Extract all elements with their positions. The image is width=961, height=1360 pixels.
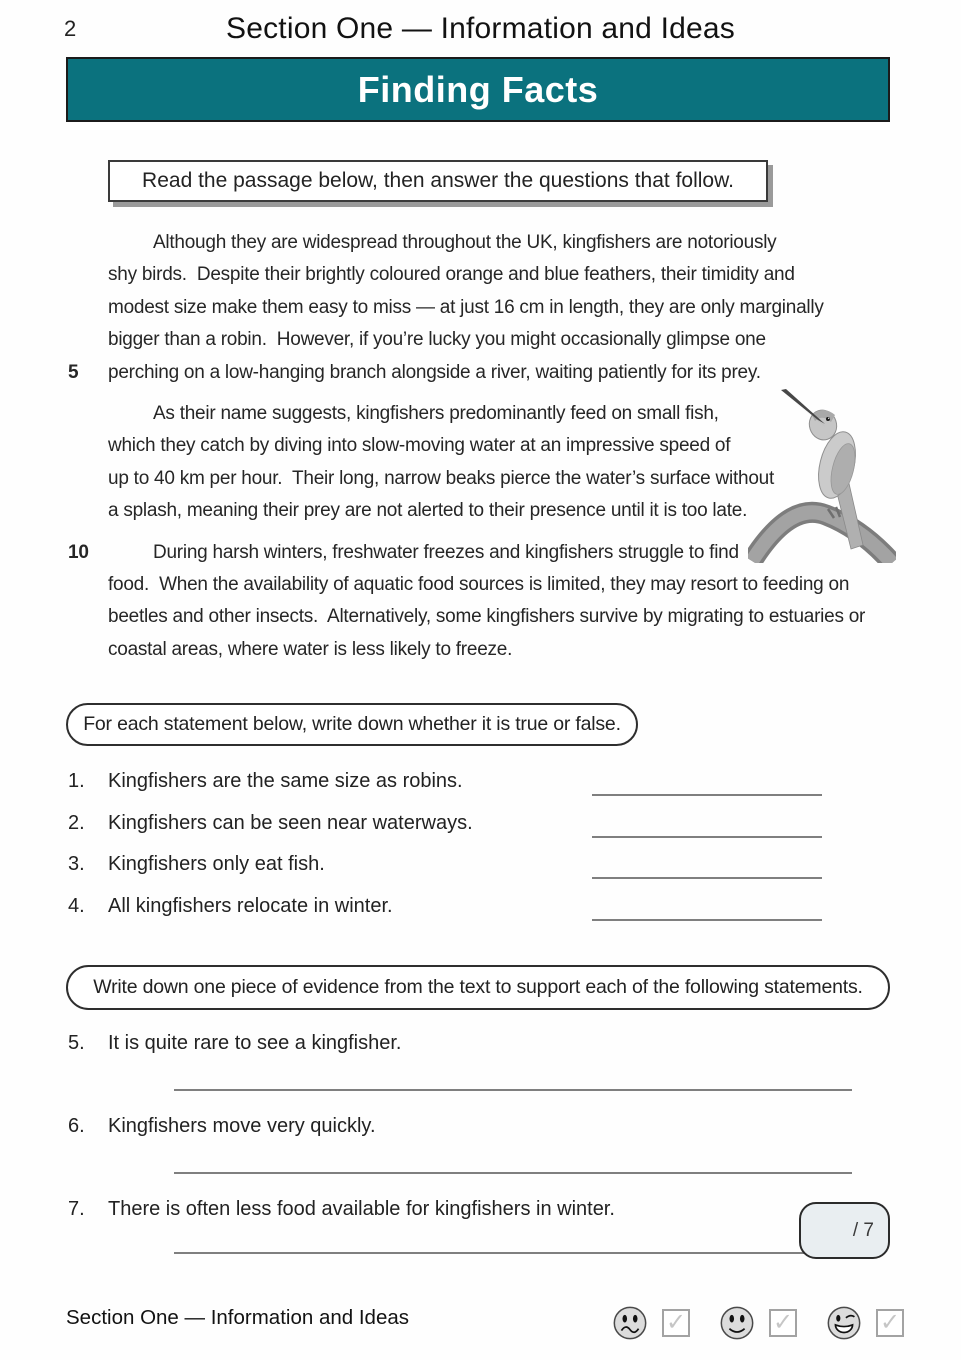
happy-checkbox[interactable]	[876, 1309, 904, 1337]
question-text: Kingfishers are the same size as robins.	[108, 770, 463, 792]
question-number: 6.	[68, 1115, 85, 1137]
self-assessment-sad	[611, 1304, 690, 1342]
passage-line: up to 40 km per hour. Their long, narrow beaks pierce the water’s surface without	[108, 467, 774, 489]
question-row-1	[66, 770, 880, 798]
score-label: / 7	[852, 1219, 874, 1241]
question-row-6	[66, 1115, 880, 1143]
passage-line: modest size make them easy to miss — at just 16 cm in length, they are only marginally	[108, 296, 824, 318]
kingfisher-illustration	[748, 389, 896, 563]
line-number-marker: 10	[68, 541, 89, 563]
answer-line[interactable]	[592, 895, 822, 921]
question-text: It is quite rare to see a kingfisher.	[108, 1032, 402, 1054]
lesson-title: Finding Facts	[357, 68, 599, 110]
happy-face-icon	[825, 1304, 863, 1342]
score-box[interactable]	[799, 1202, 890, 1259]
read-passage-instruction-text: Read the passage below, then answer the questions that follow.	[142, 169, 734, 192]
check-icon: ✓	[772, 1309, 794, 1336]
evidence-instruction-text: Write down one piece of evidence from the text to support each of the following statements.	[93, 976, 863, 998]
neutral-checkbox[interactable]	[769, 1309, 797, 1337]
passage-line: coastal areas, where water is less likely to freeze.	[108, 638, 513, 660]
question-text: All kingfishers relocate in winter.	[108, 895, 393, 917]
question-text: Kingfishers move very quickly.	[108, 1115, 376, 1137]
neutral-face-icon	[718, 1304, 756, 1342]
passage-line: bigger than a robin. However, if you’re lucky you might occasionally glimpse one	[108, 329, 766, 351]
self-assessment-neutral	[718, 1304, 797, 1342]
question-number: 5.	[68, 1032, 85, 1054]
check-icon: ✓	[665, 1309, 687, 1336]
line-number-marker: 5	[68, 361, 79, 383]
self-assessment-happy	[825, 1304, 904, 1342]
question-text: Kingfishers only eat fish.	[108, 853, 325, 875]
evidence-instruction-box	[66, 965, 890, 1010]
question-row-3	[66, 853, 880, 881]
answer-line[interactable]	[592, 770, 822, 796]
question-row-2	[66, 812, 880, 840]
question-number: 4.	[68, 895, 85, 917]
question-number: 3.	[68, 853, 85, 875]
section-header-title: Section One — Information and Ideas	[226, 12, 735, 45]
check-icon: ✓	[879, 1309, 901, 1336]
evidence-answer-line[interactable]	[174, 1172, 852, 1174]
question-number: 7.	[68, 1198, 85, 1220]
evidence-answer-line[interactable]	[174, 1089, 852, 1091]
question-text: Kingfishers can be seen near waterways.	[108, 812, 473, 834]
lesson-banner	[66, 57, 890, 122]
passage-line: shy birds. Despite their brightly coloured orange and blue feathers, their timidity and	[108, 264, 795, 286]
question-number: 1.	[68, 770, 85, 792]
evidence-answer-line[interactable]	[174, 1252, 852, 1254]
sad-checkbox[interactable]	[662, 1309, 690, 1337]
question-number: 2.	[68, 812, 85, 834]
true-false-instruction-text: For each statement below, write down whether it is true or false.	[83, 713, 621, 735]
question-row-5	[66, 1032, 880, 1060]
passage-line: a splash, meaning their prey are not alerted to their presence until it is too late.	[108, 500, 748, 522]
question-row-4	[66, 895, 880, 923]
passage-line: beetles and other insects. Alternatively, some kingfishers survive by migrating to estuaries or	[108, 606, 866, 628]
passage-line: As their name suggests, kingfishers predominantly feed on small fish,	[153, 402, 719, 424]
footer-section-title: Section One — Information and Ideas	[66, 1306, 410, 1329]
self-assessment-row	[611, 1304, 904, 1342]
passage-line: Although they are widespread throughout the UK, kingfishers are notoriously	[153, 232, 777, 253]
passage-line: 10 During harsh winters, freshwater freezes and kingfishers struggle to find	[66, 537, 891, 569]
passage-line: food. When the availability of aquatic food sources is limited, they may resort to feeding on	[108, 573, 850, 595]
sad-face-icon	[611, 1304, 649, 1342]
answer-line[interactable]	[592, 853, 822, 879]
passage-line: 5 perching on a low-hanging branch alongside a river, waiting patiently for its prey.	[66, 357, 891, 389]
page-number: 2	[64, 16, 77, 41]
question-row-7	[66, 1198, 880, 1226]
answer-line[interactable]	[592, 812, 822, 838]
question-text: There is often less food available for kingfishers in winter.	[108, 1198, 615, 1220]
read-passage-instruction-box	[108, 160, 768, 202]
true-false-instruction-box	[66, 703, 638, 746]
passage-line: which they catch by diving into slow-moving water at an impressive speed of	[108, 435, 731, 457]
